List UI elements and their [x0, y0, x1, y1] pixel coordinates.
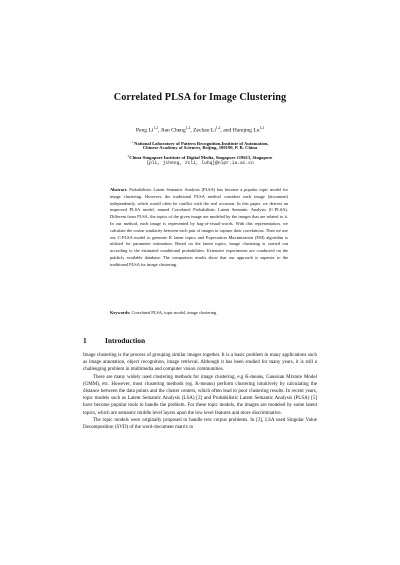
author-emails: {pli, jcheng, zcli, luhq}@nlpr.ia.ac.cn: [146, 161, 254, 166]
author-name: Jian Cheng: [160, 127, 186, 134]
keywords: [110, 310, 288, 315]
affiliation-text: China-Singapore Institute of Digital Media, Singapore 119613, Singapore: [129, 155, 273, 160]
keywords-label: Keywords:: [110, 310, 131, 315]
body-paragraph: The topic models were originally proposed to handle text corpus problems. In [3], LSA used Singular Value Decomposition (SVD) of the word-document matrix to: [83, 417, 317, 431]
author-separator: ,: [157, 127, 161, 134]
author-name: Peng Li: [135, 127, 154, 134]
abstract: [110, 187, 288, 269]
author-list: [0, 126, 400, 133]
abstract-text: Probabilistic Latent Semantic Analysis (PLSA) has become a popular topic model for image clustering. However, the traditional PLSA method considers each image (document) independently, which would often be conflict with the real occasion. In this paper, we derives an improved PLSA model, named Correlated Probabilistic Latent Semantic Analysis (C-PLSA). Different from PLSA, the topics of the given image are modeled by the images that are related to it. In our method, each image is represented by bag-of-visual-words. With this representation, we calculate the cosine similarity between each pair of images to capture their correlations. Then we use our C-PLSA model to generate K latent topics and Expectation Maximization (EM) algorithm is utilized for parameter estimation. Based on the latent topics, image clustering is carried out according to the estimated conditional probabilities. Extensive experiments are conducted on the publicly available database. The comparison results show that our approach is superior to the traditional PLSA for image clustering.: [110, 187, 288, 267]
author-affiliation-mark: 1,2: [259, 126, 265, 130]
section-number: 1: [83, 336, 87, 345]
author-affiliation-mark: 1,2: [215, 126, 221, 130]
author-affiliation-mark: 1,2: [153, 126, 158, 130]
author-name: Zechao Li: [193, 127, 216, 134]
author-name: Hanqing Lu: [232, 127, 260, 134]
affiliation-text: National Laboratory of Pattern Recognition,Institute of Automation,: [134, 141, 269, 146]
author-affiliation-mark: 1,2: [185, 126, 191, 130]
affiliation-line: [0, 145, 400, 151]
section-body: [83, 352, 317, 431]
affiliation-mark: 2: [127, 154, 130, 158]
author-separator: , and: [220, 127, 233, 134]
body-paragraph: Image clustering is the process of grouping similar images together. It is a basic problem in many applications such as image annotation, object recognition, image retrieval. Although it has been studied for many years, it is still a challenging problem in multimedia and computer vision communities.: [83, 353, 317, 373]
section-title: Introduction: [105, 336, 146, 345]
body-paragraph: There are many widely used clustering methods for image clustering, e.g K-means, Gaussian Mixture Model (GMM), etc. However, most clustering methods (eg. K-means) perform clustering intuitively by calculating the distance between the data points and the cluster centers, which often lead to poor clustering results. In recent years, topic models such as Latent Semantic Analysis (LSA) [3] and Probabilistic Latent Semantic Analysis (PLSA) [5] have become popular tools to handle the problem. For these topic models, the images are modeled by some latent topics, which are semantic middle level layers upon the low level features and more discriminative.: [83, 374, 317, 416]
author-separator: ,: [190, 127, 194, 134]
abstract-label: Abstract.: [110, 187, 128, 192]
keywords-text: Correlated PLSA, topic model, image clustering: [131, 310, 217, 315]
section-heading: [83, 336, 145, 345]
paper-title: Correlated PLSA for Image Clustering: [113, 92, 287, 103]
affiliation-text: Chinese Academy of Sciences, Beijing, 100190, P. R. China: [142, 145, 258, 150]
affiliation-mark: 1: [131, 140, 133, 144]
